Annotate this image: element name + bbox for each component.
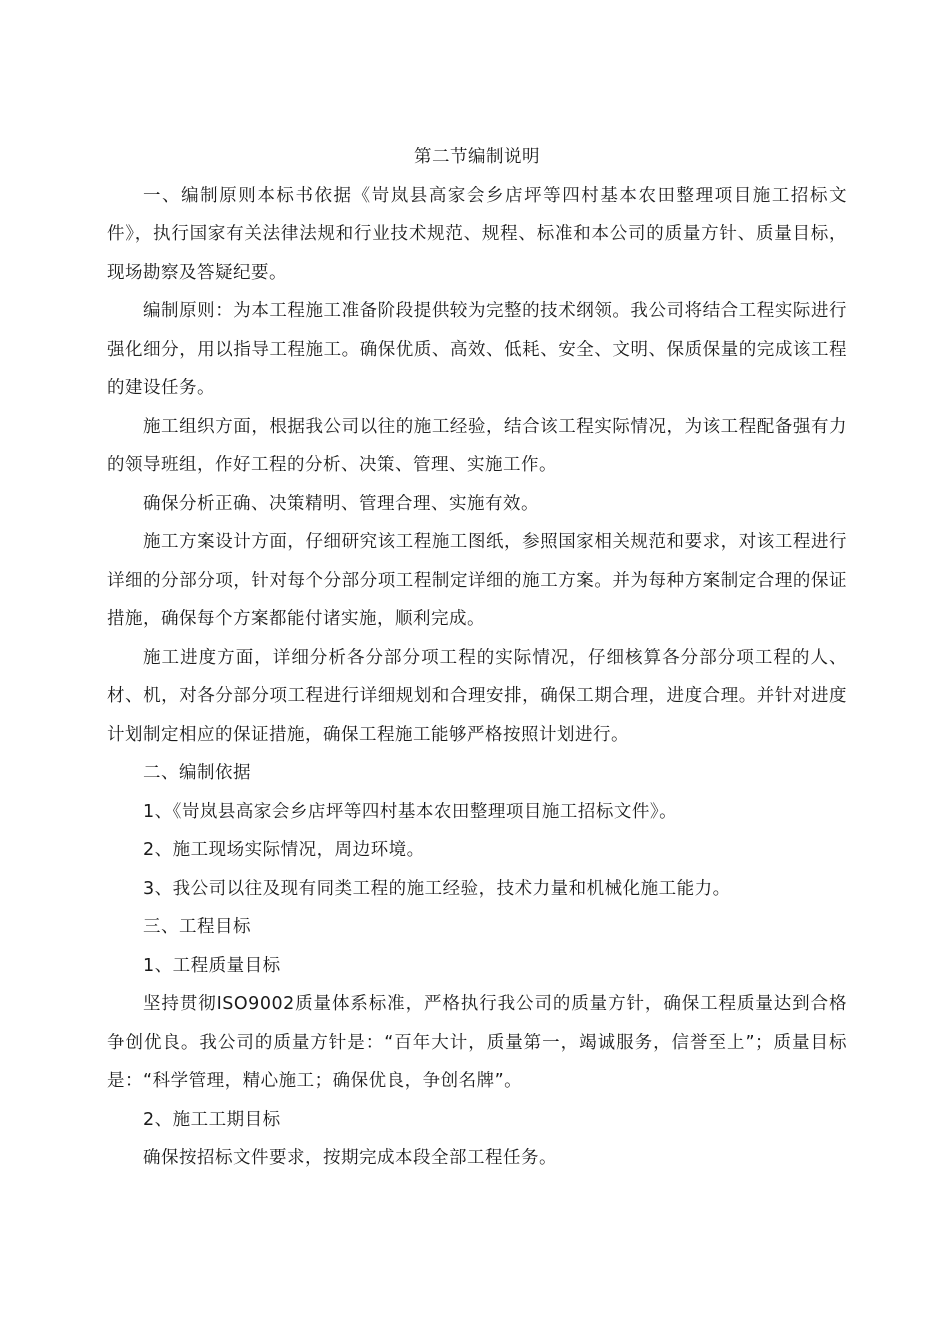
paragraph-schedule-goal: 确保按招标文件要求，按期完成本段全部工程任务。 [143,1148,557,1168]
list-item-basis-3: 3、我公司以往及现有同类工程的施工经验，技术力量和机械化施工能力。 [143,878,731,899]
paragraph-organization: 施工组织方面，根据我公司以往的施工经验，结合该工程实际情况，为该工程配备强有力的领导班组，作好工程的分析、决策、管理、实施工作。 [107,416,847,475]
list-item-basis-2: 2、施工现场实际情况，周边环境。 [143,840,425,860]
list-item-basis-1: 1、《岢岚县高家会乡店坪等四村基本农田整理项目施工招标文件》。 [143,801,678,822]
paragraph-quality-goal: 坚持贯彻ISO9002质量体系标准，严格执行我公司的质量方针，确保工程质量达到合格争创优良。我公司的质量方针是：“百年大计，质量第一，竭诚服务，信誉至上”；质量目标是：“科学管理，精心施工；确保优良，争创名牌”。 [107,994,847,1091]
section-title: 第二节编制说明 [414,147,540,167]
subheading-schedule-goal: 2、施工工期目标 [143,1109,281,1130]
heading-project-goals: 三、工程目标 [143,917,251,937]
paragraph-compilation-principle: 一、编制原则本标书依据《岢岚县高家会乡店坪等四村基本农田整理项目施工招标文件》，执行国家有关法律法规和行业技术规范、规程、标准和本公司的质量方针、质量目标，现场勘察及答疑纪要。 [107,185,847,283]
paragraph-compilation-goal: 编制原则：为本工程施工准备阶段提供较为完整的技术纲领。我公司将结合工程实际进行强化细分，用以指导工程施工。确保优质、高效、低耗、安全、文明、保质保量的完成该工程的建设任务。 [107,301,847,398]
paragraph-assurance: 确保分析正确、决策精明、管理合理、实施有效。 [143,493,539,514]
heading-compilation-basis: 二、编制依据 [143,763,251,783]
paragraph-schedule: 施工进度方面，详细分析各分部分项工程的实际情况，仔细核算各分部分项工程的人、材、机，对各分部分项工程进行详细规划和合理安排，确保工期合理，进度合理。并针对进度计划制定相应的保证措施，确保工程施工能够严格按照计划进行。 [107,647,847,745]
document-body [107,138,847,1178]
paragraph-scheme-design: 施工方案设计方面，仔细研究该工程施工图纸，参照国家相关规范和要求，对该工程进行详细的分部分项，针对每个分部分项工程制定详细的施工方案。并为每种方案制定合理的保证措施，确保每个方案都能付诸实施，顺利完成。 [107,532,847,629]
subheading-quality-goal: 1、工程质量目标 [143,955,281,976]
